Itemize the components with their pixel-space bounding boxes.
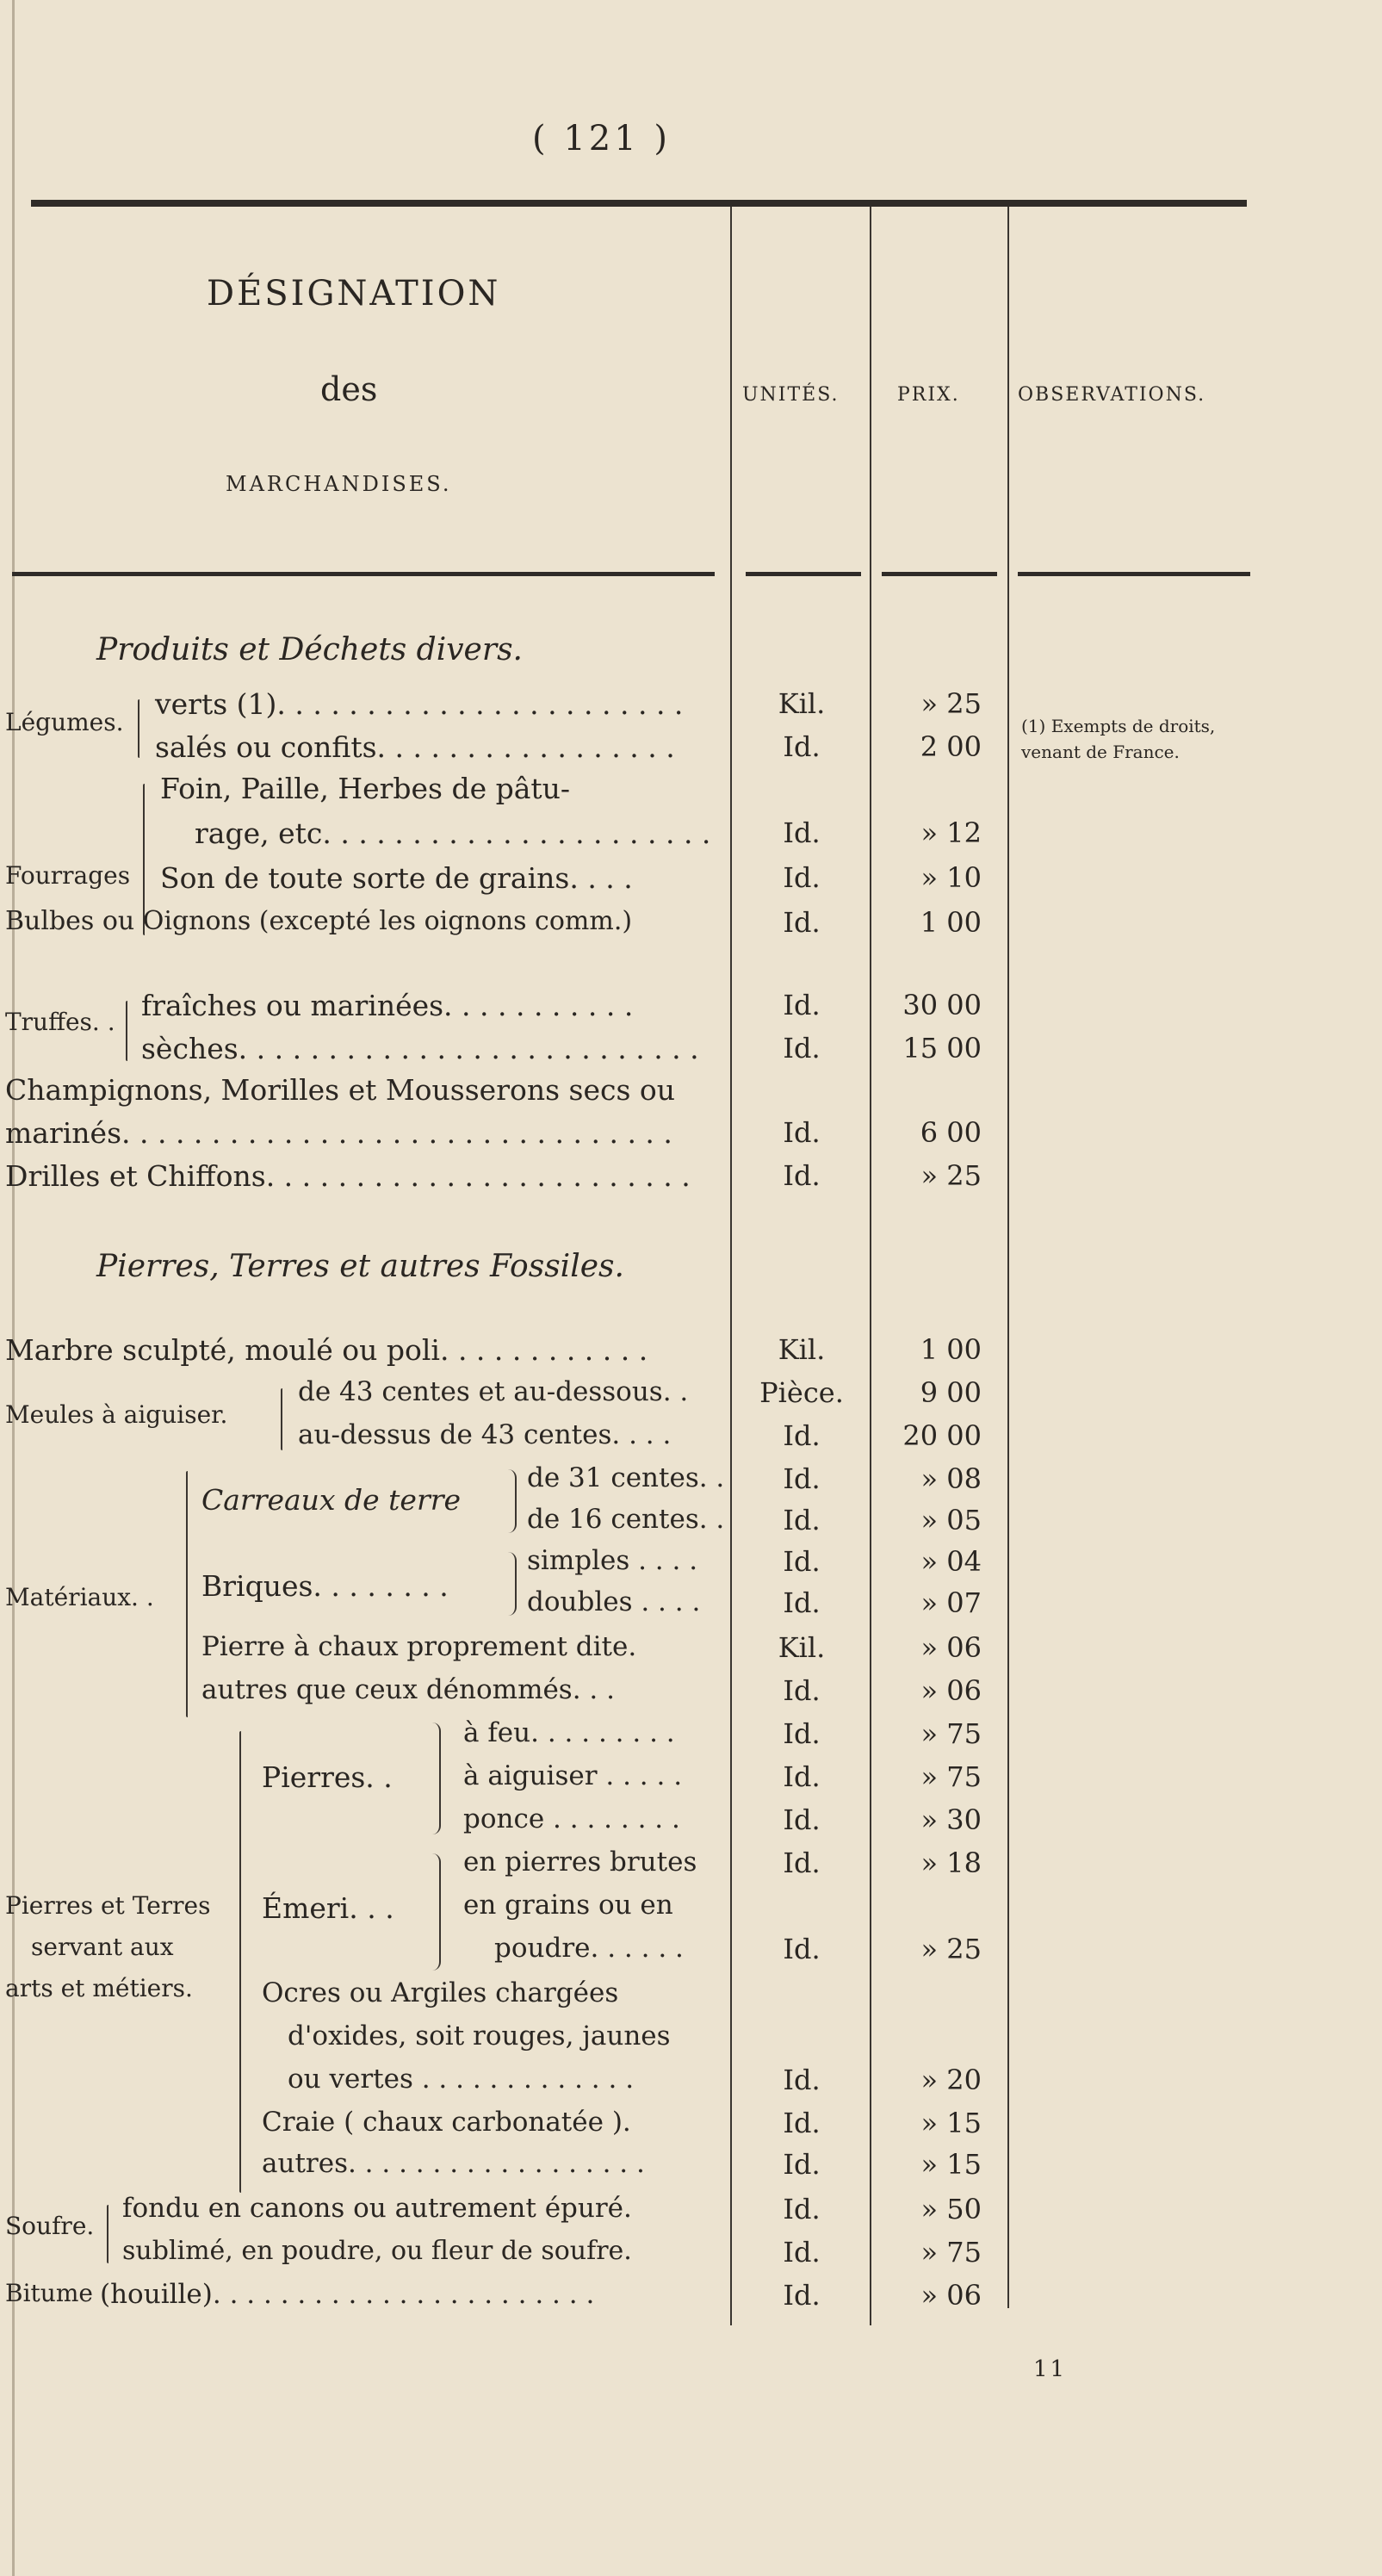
row-unit: Id. — [783, 2193, 821, 2225]
header-rule — [882, 572, 997, 576]
row-price: » 05 — [920, 1504, 982, 1536]
header-rule — [746, 572, 861, 576]
row-label: en grains ou en — [463, 1890, 673, 1921]
brace — [239, 1731, 241, 2193]
row-label: Son de toute sorte de grains. . . . — [160, 861, 633, 895]
row-unit: Id. — [783, 1586, 821, 1619]
brace — [107, 2205, 108, 2263]
row-price: 1 00 — [920, 906, 982, 939]
row-price: 30 00 — [902, 989, 982, 1021]
row-label: Champignons, Morilles et Mousserons secs ou — [5, 1073, 676, 1107]
row-unit: Kil. — [778, 1631, 826, 1664]
row-price: » 25 — [920, 1159, 982, 1192]
row-label: rage, etc. . . . . . . . . . . . . . . . . . . . . . — [195, 816, 711, 850]
row-unit: Id. — [783, 2279, 821, 2312]
row-unit: Id. — [783, 906, 821, 939]
row-unit: Id. — [783, 989, 821, 1021]
row-price: » 75 — [920, 1760, 982, 1793]
row-label: au-dessus de 43 centes. . . . — [298, 1419, 672, 1450]
group-materiaux: Matériaux. . — [5, 1583, 154, 1611]
row-unit: Id. — [783, 1933, 821, 1965]
row-price: 2 00 — [920, 730, 982, 763]
brace — [281, 1388, 282, 1450]
header-rule — [12, 572, 715, 576]
header-observations: OBSERVATIONS. — [1018, 384, 1206, 406]
row-price: » 07 — [920, 1586, 982, 1619]
group-bitume: Bitume — [5, 2279, 93, 2307]
row-label: doubles . . . . — [527, 1586, 701, 1617]
row-label: d'oxides, soit rouges, jaunes — [288, 2020, 671, 2051]
row-price: » 75 — [920, 2236, 982, 2269]
row-label: sublimé, en poudre, ou fleur de soufre. — [122, 2236, 632, 2266]
row-label: autres. . . . . . . . . . . . . . . . . . — [262, 2148, 645, 2179]
row-label: de 31 centes. . — [527, 1462, 725, 1493]
row-label: Craie ( chaux carbonatée ). — [262, 2107, 631, 2138]
brace — [431, 1853, 441, 1971]
row-label: ponce . . . . . . . . — [463, 1803, 680, 1834]
section-title: Produits et Déchets divers. — [96, 632, 523, 667]
row-label: simples . . . . — [527, 1545, 698, 1576]
row-label: sèches. . . . . . . . . . . . . . . . . . . . . . . . . . — [141, 1032, 699, 1065]
group-soufre: Soufre. — [5, 2212, 95, 2240]
row-unit: Kil. — [778, 1333, 826, 1366]
row-unit: Id. — [783, 1847, 821, 1879]
row-price: » 75 — [920, 1717, 982, 1750]
group-meules: Meules à aiguiser. — [5, 1400, 228, 1429]
row-unit: Id. — [783, 1159, 821, 1192]
row-price: » 06 — [920, 1631, 982, 1664]
group-fourrages: Fourrages — [5, 861, 131, 890]
row-label: de 43 centes et au-dessous. . — [298, 1376, 689, 1407]
brace — [126, 1001, 127, 1061]
brace — [138, 699, 139, 758]
row-label: Marbre sculpté, moulé ou poli. . . . . . . . . . . . — [5, 1333, 648, 1367]
group-legumes: Légumes. — [5, 708, 124, 736]
row-unit: Id. — [783, 2107, 821, 2139]
row-label: en pierres brutes — [463, 1847, 697, 1878]
row-price: » 06 — [920, 2279, 982, 2312]
row-unit: Id. — [783, 2148, 821, 2181]
row-price: » 04 — [920, 1545, 982, 1578]
signature-mark: 11 — [1033, 2356, 1068, 2382]
column-separator — [730, 207, 732, 2325]
row-price: » 08 — [920, 1462, 982, 1495]
row-label: Ocres ou Argiles chargées — [262, 1977, 619, 2008]
row-unit: Id. — [783, 1504, 821, 1536]
row-unit: Id. — [783, 861, 821, 894]
row-unit: Id. — [783, 816, 821, 849]
group-pierres-terres: servant aux — [31, 1933, 174, 1961]
row-label: (houille). . . . . . . . . . . . . . . . . . . . . . . — [100, 2279, 595, 2310]
observation-note: (1) Exempts de droits, venant de France. — [1021, 716, 1216, 762]
group-briques: Briques. . . . . . . . — [201, 1569, 449, 1603]
row-price: » 06 — [920, 1674, 982, 1707]
brace — [431, 1723, 441, 1834]
row-label: autres que ceux dénommés. . . — [201, 1674, 615, 1705]
row-unit: Id. — [783, 1419, 821, 1452]
header-marchandises: MARCHANDISES. — [226, 472, 452, 496]
group-pierres-terres: Pierres et Terres — [5, 1891, 211, 1920]
brace — [506, 1552, 517, 1616]
row-unit: Id. — [783, 1545, 821, 1578]
row-price: » 20 — [920, 2064, 982, 2096]
header-prix: PRIX. — [897, 384, 960, 406]
page-number: ( 121 ) — [532, 119, 671, 158]
row-unit: Id. — [783, 1803, 821, 1836]
row-unit: Id. — [783, 1032, 821, 1065]
brace — [186, 1471, 188, 1717]
row-label: de 16 centes. . — [527, 1504, 725, 1535]
row-price: 15 00 — [902, 1032, 982, 1065]
brace — [506, 1469, 517, 1533]
row-price: 6 00 — [920, 1116, 982, 1149]
section-title: Pierres, Terres et autres Fossiles. — [96, 1249, 624, 1284]
row-price: » 18 — [920, 1847, 982, 1879]
row-unit: Kil. — [778, 687, 826, 720]
row-price: » 15 — [920, 2107, 982, 2139]
row-unit: Id. — [783, 1674, 821, 1707]
header-des: des — [320, 370, 378, 408]
page-left-edge — [12, 0, 15, 2576]
row-label: ou vertes . . . . . . . . . . . . . — [288, 2064, 635, 2095]
row-unit: Id. — [783, 1760, 821, 1793]
header-rule — [1018, 572, 1250, 576]
row-price: » 12 — [920, 816, 982, 849]
column-separator — [870, 207, 871, 2325]
group-emeri: Émeri. . . — [262, 1891, 394, 1925]
group-pierres: Pierres. . — [262, 1760, 393, 1794]
row-label: poudre. . . . . . — [494, 1933, 684, 1964]
row-label: Bulbes ou Oignons (excepté les oignons comm.) — [5, 906, 633, 936]
row-price: » 30 — [920, 1803, 982, 1836]
row-label: verts (1). . . . . . . . . . . . . . . . . . . . . . . — [155, 687, 684, 721]
row-unit: Id. — [783, 2064, 821, 2096]
row-price: 20 00 — [902, 1419, 982, 1452]
row-unit: Id. — [783, 730, 821, 763]
row-label: fondu en canons ou autrement épuré. — [122, 2193, 632, 2224]
row-price: » 25 — [920, 1933, 982, 1965]
row-price: 9 00 — [920, 1376, 982, 1409]
row-price: 1 00 — [920, 1333, 982, 1366]
row-price: » 10 — [920, 861, 982, 894]
row-unit: Id. — [783, 1116, 821, 1149]
group-pierres-terres: arts et métiers. — [5, 1974, 193, 2002]
column-separator — [1007, 207, 1009, 2308]
row-unit: Id. — [783, 2236, 821, 2269]
header-designation: DÉSIGNATION — [207, 274, 501, 313]
row-label: salés ou confits. . . . . . . . . . . . . . . . . — [155, 730, 675, 764]
group-truffes: Truffes. . — [5, 1008, 115, 1036]
row-label: fraîches ou marinées. . . . . . . . . . . — [141, 989, 634, 1022]
group-carreaux: Carreaux de terre — [201, 1483, 462, 1517]
row-unit: Id. — [783, 1462, 821, 1495]
row-price: » 15 — [920, 2148, 982, 2181]
top-rule — [31, 200, 1247, 207]
row-label: à feu. . . . . . . . . — [463, 1717, 675, 1748]
row-price: » 50 — [920, 2193, 982, 2225]
header-unites: UNITÉS. — [742, 384, 840, 406]
row-label: Foin, Paille, Herbes de pâtu- — [160, 772, 571, 805]
row-price: » 25 — [920, 687, 982, 720]
row-label: marinés. . . . . . . . . . . . . . . . . . . . . . . . . . . . . . . — [5, 1116, 672, 1150]
row-unit: Pièce. — [759, 1376, 844, 1409]
row-label: Pierre à chaux proprement dite. — [201, 1631, 637, 1662]
row-label: Drilles et Chiffons. . . . . . . . . . . . . . . . . . . . . . . . — [5, 1159, 691, 1193]
row-unit: Id. — [783, 1717, 821, 1750]
row-label: à aiguiser . . . . . — [463, 1760, 683, 1791]
